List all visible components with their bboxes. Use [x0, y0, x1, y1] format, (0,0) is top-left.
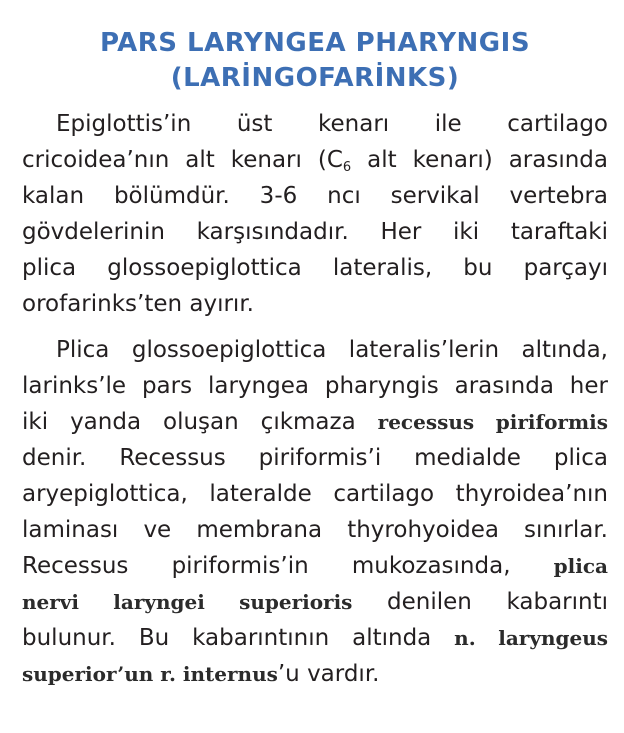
text-span: bulunur. Bu kabarıntının altında: [22, 625, 455, 651]
text-line: [22, 142, 608, 178]
bold-term: plica: [553, 554, 608, 578]
bold-term: superior’un r. internus: [22, 662, 278, 686]
text-span: alt kenarı) arasında: [351, 147, 608, 173]
text-span: Recessus piriformis’in mukozasında,: [22, 553, 554, 579]
subscript: 6: [342, 160, 352, 175]
paragraph-1: [22, 106, 608, 322]
text-line: aryepiglottica, lateralde cartilago thyroidea’nın: [22, 481, 608, 507]
text-line: [22, 404, 608, 440]
text-line: [22, 656, 608, 692]
text-line: orofarinks’ten ayırır.: [22, 291, 254, 317]
text-line: [22, 584, 608, 620]
text-line: plica glossoepiglottica lateralis, bu parçayı: [22, 255, 608, 281]
section-title: [22, 26, 608, 96]
text-span: denilen kabarıntı: [352, 589, 608, 615]
text-line: Epiglottis’in üst kenarı ile cartilago: [56, 111, 608, 137]
title-line-2: (LARİNGOFARİNKS): [170, 63, 460, 93]
title-line-1: PARS LARYNGEA PHARYNGIS: [99, 28, 531, 58]
text-line: gövdelerinin karşısındadır. Her iki taraftaki: [22, 219, 608, 245]
text-span: iki yanda oluşan çıkmaza: [22, 409, 378, 435]
text-line: laminası ve membrana thyrohyoidea sınırlar.: [22, 517, 608, 543]
text-span: cricoidea’nın alt kenarı (C: [22, 147, 343, 173]
bold-term: nervi laryngei superioris: [22, 590, 353, 614]
text-line: [22, 548, 608, 584]
text-line: kalan bölümdür. 3-6 ncı servikal vertebra: [22, 183, 608, 209]
paragraph-2: [22, 332, 608, 692]
text-line: denir. Recessus piriformis’i medialde plica: [22, 445, 608, 471]
text-line: Plica glossoepiglottica lateralis’lerin altında,: [56, 337, 608, 363]
text-span: ’u vardır.: [277, 661, 380, 687]
bold-term: n. laryngeus: [454, 626, 608, 650]
text-line: [22, 620, 608, 656]
bold-term: recessus piriformis: [377, 410, 608, 434]
text-line: larinks’le pars laryngea pharyngis arasında her: [22, 373, 608, 399]
